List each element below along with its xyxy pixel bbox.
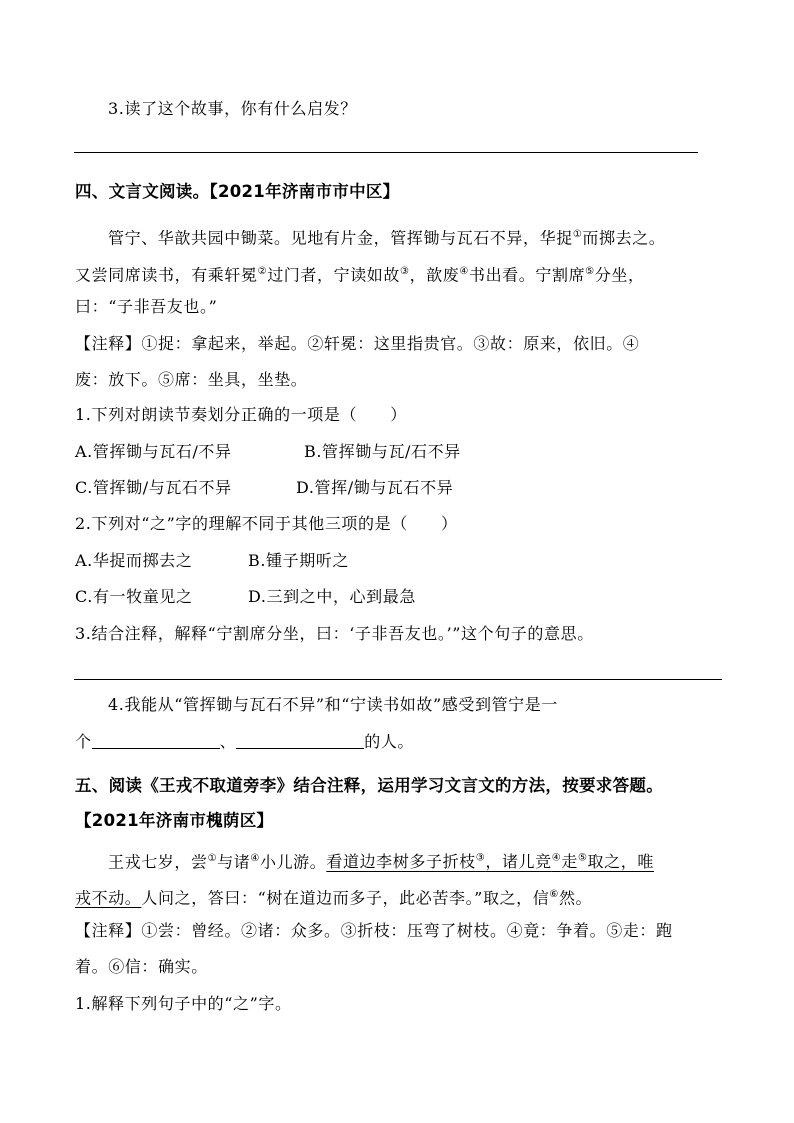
notes-line: 【注释】①捉：拿起来，举起。②轩冕：这里指贵官。③故：原来，依旧。④: [75, 334, 640, 353]
passage-line: 曰：“子非吾友也。”: [75, 297, 218, 316]
answer-line[interactable]: [74, 679, 722, 680]
option-c[interactable]: C.有一牧童见之: [75, 587, 193, 606]
question-1-prompt: 1.下列对朗读节奏划分正确的一项是（ ）: [75, 405, 407, 424]
option-a[interactable]: A.华捉而掷去之: [75, 551, 193, 570]
underlined-sentence: 看道边李树多子折枝③，诸儿竞④走⑤取之，唯: [326, 852, 654, 872]
passage-line: 管宁、华歆共园中锄菜。见地有片金，管挥锄与瓦石不异，华捉①而掷去之。: [108, 228, 666, 248]
question-3-prompt: 3.结合注释，解释“宁割席分坐，曰：‘子非吾友也。’”这个句子的意思。: [75, 624, 594, 643]
question-1-prompt: 1.解释下列句子中的“之”字。: [75, 994, 292, 1013]
question-3-prompt: 3.读了这个故事，你有什么启发？: [108, 99, 357, 118]
question-4-prompt: 4.我能从“管挥锄与瓦石不异”和“宁读书如故”感受到管宁是一: [108, 695, 558, 714]
option-d[interactable]: D.管挥/锄与瓦石不异: [296, 478, 454, 497]
question-4-blanks: 个 、 的人。: [75, 732, 415, 751]
option-a[interactable]: A.管挥锄与瓦石/不异: [75, 442, 232, 461]
underlined-sentence: 戎不动。: [75, 888, 142, 908]
fill-blank-2[interactable]: [236, 732, 364, 749]
answer-line[interactable]: [74, 152, 698, 153]
fill-blank-1[interactable]: [92, 732, 220, 749]
option-d[interactable]: D.三到之中，心到最急: [248, 587, 416, 606]
notes-line: 【注释】①尝：曾经。②诸：众多。③折枝：压弯了树枝。④竟：争着。⑤走：跑: [75, 921, 673, 940]
passage-line: 王戎七岁，尝①与诸④小儿游。看道边李树多子折枝③，诸儿竞④走⑤取之，唯: [108, 852, 654, 872]
option-b[interactable]: B.锺子期听之: [248, 551, 350, 570]
notes-line: 废：放下。⑤席：坐具，坐垫。: [75, 370, 308, 389]
section-5-heading: 五、阅读《王戎不取道旁李》结合注释，运用学习文言文的方法，按要求答题。: [75, 776, 663, 795]
passage-line: 戎不动。人问之，答曰：“树在道边而多子，此必苦李。”取之，信⑥然。: [75, 888, 593, 908]
notes-line: 着。⑥信：确实。: [75, 957, 208, 976]
option-c[interactable]: C.管挥锄/与瓦石不异: [75, 478, 232, 497]
option-b[interactable]: B.管挥锄与瓦/石不异: [304, 442, 461, 461]
passage-line: 又尝同席读书，有乘轩冕②过门者，宁读如故③，歆废④书出看。宁割席⑤分坐，: [75, 265, 645, 285]
question-2-prompt: 2.下列对“之”字的理解不同于其他三项的是（ ）: [75, 514, 458, 533]
section-5-source: 【2021年济南市槐荫区】: [75, 811, 274, 830]
section-4-heading: 四、文言文阅读。【2021年济南市市中区】: [75, 182, 400, 201]
